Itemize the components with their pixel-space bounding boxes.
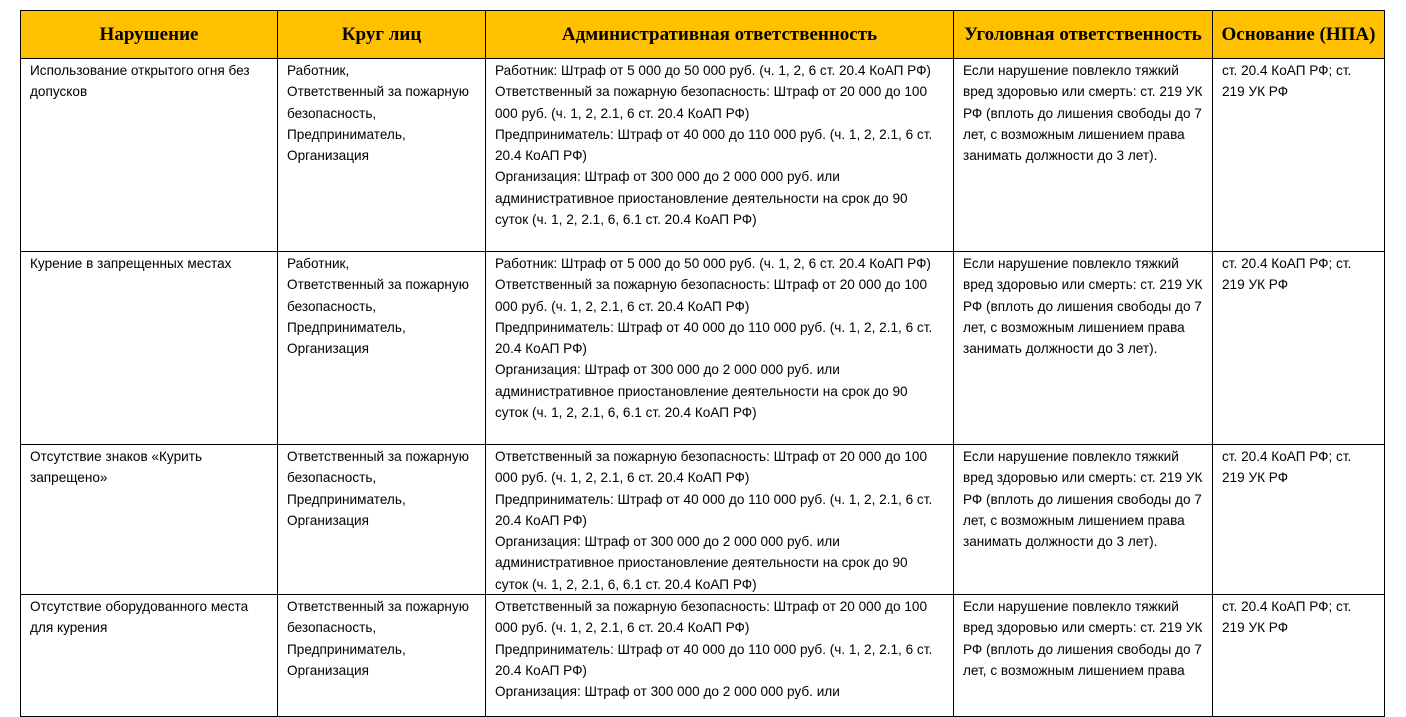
cell-text: Работник,	[287, 63, 350, 78]
admin-cell	[486, 445, 954, 595]
cell-text: Организация: Штраф от 300 000 до 2 000 000 руб. или	[495, 684, 840, 700]
cell-text: Организация	[287, 662, 369, 678]
cell-text: ст. 20.4 КоАП РФ; ст. 219 УК РФ	[1222, 449, 1352, 486]
persons-cell	[278, 595, 486, 717]
cell-text: Если нарушение повлекло тяжкий вред здоровью или смерть: ст. 219 УК РФ (вплоть до лишения свободы до 7 лет, с возможным лишением права	[963, 599, 1203, 678]
cell-text: ст. 20.4 КоАП РФ; ст. 219 УК РФ	[1222, 599, 1352, 636]
cell-text: Организация: Штраф от 300 000 до 2 000 000 руб. или административное приостановление деятельности на срок до 90 суток (ч. 1, 2, 2.1, 6, 6.1 ст. 20.4 КоАП РФ)	[495, 534, 908, 592]
cell-text: Ответственный за пожарную безопасность,	[287, 277, 469, 314]
violation-cell	[21, 59, 278, 252]
cell-text: Предприниматель,	[287, 491, 406, 507]
cell-text: Ответственный за пожарную безопасность,	[287, 599, 469, 636]
cell-text: Ответственный за пожарную безопасность,	[287, 84, 469, 121]
table-row	[21, 252, 1385, 445]
cell-text: Если нарушение повлекло тяжкий вред здоровью или смерть: ст. 219 УК РФ (вплоть до лишения свободы до 7 лет, с возможным лишением права занимать должности до 3 лет).	[963, 256, 1203, 357]
cell-text: Организация: Штраф от 300 000 до 2 000 000 руб. или административное приостановление деятельности на срок до 90 суток (ч. 1, 2, 2.1, 6, 6.1 ст. 20.4 КоАП РФ)	[495, 362, 908, 421]
basis-cell	[1213, 252, 1385, 445]
cell-text: ст. 20.4 КоАП РФ; ст. 219 УК РФ	[1222, 63, 1352, 100]
cell-text: Организация	[287, 341, 369, 357]
violation-cell	[21, 595, 278, 717]
cell-text: Ответственный за пожарную безопасность: Штраф от 20 000 до 100 000 руб. (ч. 1, 2, 2.1, 6 ст. 20.4 КоАП РФ)	[495, 449, 927, 486]
persons-cell	[278, 445, 486, 595]
criminal-cell	[954, 595, 1213, 717]
table-row	[21, 445, 1385, 595]
violation-cell	[21, 445, 278, 595]
cell-text: Ответственный за пожарную безопасность: Штраф от 20 000 до 100 000 руб. (ч. 1, 2, 2.1, 6 ст. 20.4 КоАП РФ)	[495, 277, 927, 314]
admin-cell	[486, 59, 954, 252]
cell-text: Курение в запрещенных местах	[30, 256, 232, 271]
cell-text: Работник: Штраф от 5 000 до 50 000 руб. (ч. 1, 2, 6 ст. 20.4 КоАП РФ)	[495, 256, 931, 271]
table-row	[21, 59, 1385, 252]
basis-cell	[1213, 445, 1385, 595]
cell-text: ст. 20.4 КоАП РФ; ст. 219 УК РФ	[1222, 256, 1352, 293]
persons-cell	[278, 59, 486, 252]
header-basis: Основание (НПА)	[1213, 11, 1385, 59]
cell-text: Предприниматель: Штраф от 40 000 до 110 000 руб. (ч. 1, 2, 2.1, 6 ст. 20.4 КоАП РФ)	[495, 319, 933, 357]
cell-text: Ответственный за пожарную безопасность: Штраф от 20 000 до 100 000 руб. (ч. 1, 2, 2.1, 6 ст. 20.4 КоАП РФ)	[495, 84, 927, 121]
cell-text: Работник,	[287, 256, 350, 271]
cell-text: Работник: Штраф от 5 000 до 50 000 руб. (ч. 1, 2, 6 ст. 20.4 КоАП РФ)	[495, 63, 931, 78]
cell-text: Организация	[287, 148, 369, 164]
basis-cell	[1213, 59, 1385, 252]
cell-text: Отсутствие знаков «Курить запрещено»	[30, 449, 203, 486]
persons-cell	[278, 252, 486, 445]
header-row	[21, 11, 1385, 59]
cell-text: Предприниматель: Штраф от 40 000 до 110 000 руб. (ч. 1, 2, 2.1, 6 ст. 20.4 КоАП РФ)	[495, 491, 933, 528]
header-criminal: Уголовная ответственность	[954, 11, 1213, 59]
cell-text: Предприниматель,	[287, 641, 406, 657]
admin-cell	[486, 252, 954, 445]
criminal-cell	[954, 252, 1213, 445]
table-row	[21, 595, 1385, 717]
cell-text: Предприниматель,	[287, 126, 406, 142]
cell-text: Организация: Штраф от 300 000 до 2 000 000 руб. или административное приостановление деятельности на срок до 90 суток (ч. 1, 2, 2.1, 6, 6.1 ст. 20.4 КоАП РФ)	[495, 169, 908, 228]
cell-text: Ответственный за пожарную безопасность: Штраф от 20 000 до 100 000 руб. (ч. 1, 2, 2.1, 6 ст. 20.4 КоАП РФ)	[495, 599, 927, 636]
penalties-table	[20, 10, 1385, 717]
cell-text: Предприниматель,	[287, 319, 406, 335]
header-violation: Нарушение	[21, 11, 278, 59]
cell-text: Если нарушение повлекло тяжкий вред здоровью или смерть: ст. 219 УК РФ (вплоть до лишения свободы до 7 лет, с возможным лишением права занимать должности до 3 лет).	[963, 449, 1203, 550]
cell-text: Если нарушение повлекло тяжкий вред здоровью или смерть: ст. 219 УК РФ (вплоть до лишения свободы до 7 лет, с возможным лишением права занимать должности до 3 лет).	[963, 63, 1203, 164]
cell-text: Предприниматель: Штраф от 40 000 до 110 000 руб. (ч. 1, 2, 2.1, 6 ст. 20.4 КоАП РФ)	[495, 641, 933, 678]
admin-cell	[486, 595, 954, 717]
violation-cell	[21, 252, 278, 445]
basis-cell	[1213, 595, 1385, 717]
criminal-cell	[954, 59, 1213, 252]
header-persons: Круг лиц	[278, 11, 486, 59]
cell-text: Ответственный за пожарную безопасность,	[287, 449, 469, 486]
cell-text: Отсутствие оборудованного места для курения	[30, 599, 249, 636]
cell-text: Использование открытого огня без допусков	[30, 63, 250, 100]
criminal-cell	[954, 445, 1213, 595]
cell-text: Предприниматель: Штраф от 40 000 до 110 000 руб. (ч. 1, 2, 2.1, 6 ст. 20.4 КоАП РФ)	[495, 126, 933, 164]
cell-text: Организация	[287, 512, 369, 528]
header-admin: Административная ответственность	[486, 11, 954, 59]
